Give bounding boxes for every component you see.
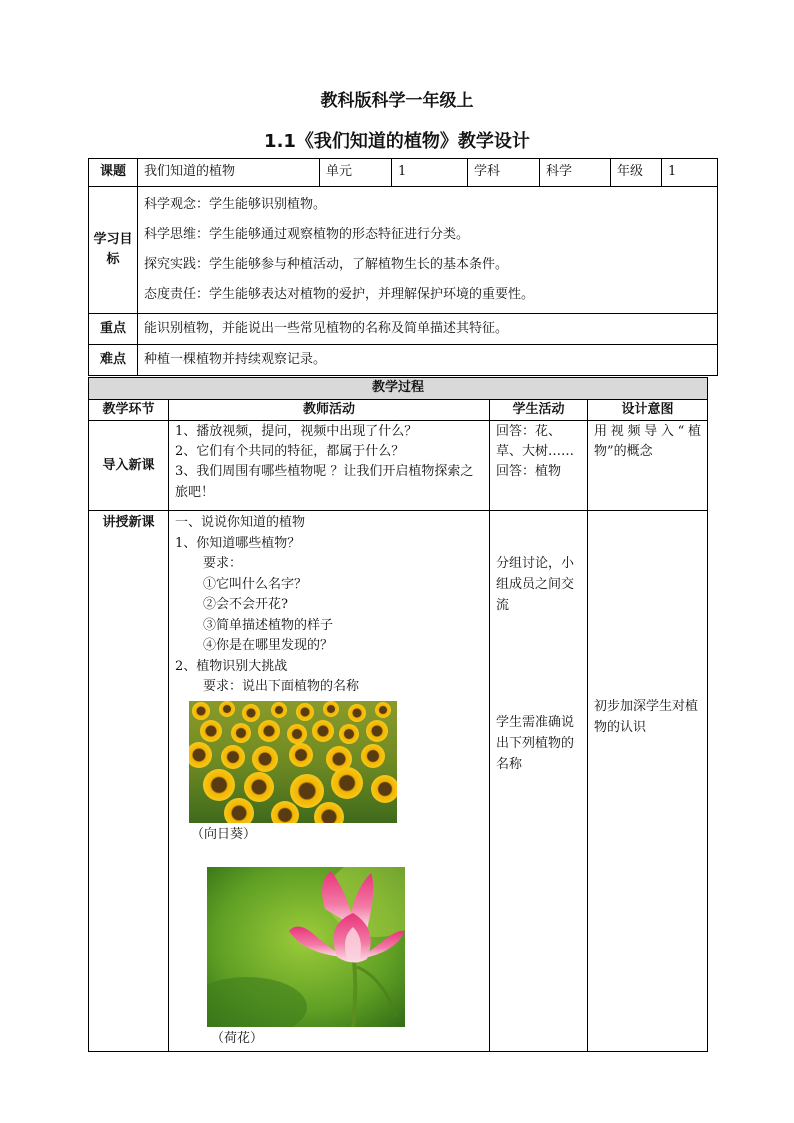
header-teacher: 教师活动: [169, 400, 490, 421]
sunflower-head: [192, 702, 210, 720]
sunflower-illustration: [189, 701, 397, 823]
lesson-line: 一、说说你知道的植物: [175, 515, 306, 531]
intro-teacher-line: 3、我们周围有哪些植物呢 ？让我们开启植物探索之旅吧！: [175, 464, 474, 500]
sunflower-head: [231, 723, 251, 743]
sunflower-head: [366, 720, 388, 742]
grade-label: 年级: [611, 159, 662, 187]
lotus-caption: （荷花）: [211, 1031, 264, 1047]
sunflower-head: [361, 744, 385, 768]
objective-item: 科学观念：学生能够识别植物。: [144, 197, 327, 212]
sunflower-head: [252, 746, 278, 772]
intro-intent: 用视频导入“植物”的概念: [588, 421, 708, 511]
lotus-illustration: [207, 867, 405, 1027]
lesson-line: 要求：说出下面植物的名称: [203, 679, 360, 695]
unit-label: 单元: [320, 159, 392, 187]
lesson-line: ②会不会开花?: [203, 597, 288, 613]
lesson-intent: 初步加深学生对植物的认识: [588, 511, 708, 1052]
key-point-text: 能识别植物，并能说出一些常见植物的名称及简单描述其特征。: [138, 314, 718, 345]
header-intent: 设计意图: [588, 400, 708, 421]
objective-item: 态度责任：学生能够表达对植物的爱护，并理解保护环境的重要性。: [144, 287, 535, 302]
sunflower-head: [287, 724, 307, 744]
sunflower-head: [290, 774, 324, 808]
lesson-line: ④你是在哪里发现的？: [203, 638, 334, 654]
lesson-student-discuss: 分组讨论，小组成员之间交流: [496, 556, 575, 614]
intro-teacher-line: 2、它们有个共同的特征，都属于什么？: [175, 444, 405, 460]
objective-item: 探究实践：学生能够参与种植活动，了解植物生长的基本条件。: [144, 257, 509, 272]
difficulty-label: 难点: [89, 345, 138, 376]
sunflower-caption: （向日葵）: [191, 826, 257, 842]
lesson-line: 2、植物识别大挑战: [175, 658, 288, 674]
difficulty-text: 种植一棵植物并持续观察记录。: [138, 345, 718, 376]
topic-label: 课题: [89, 159, 138, 187]
objectives-label: 学习目标: [89, 187, 138, 314]
sunflower-head: [289, 743, 313, 767]
sunflower-head: [219, 701, 235, 717]
lesson-student: [490, 511, 588, 1052]
sunflower-head: [375, 702, 391, 718]
lesson-student-identify: 学生需准确说出下列植物的名称: [496, 715, 575, 773]
sunflower-head: [296, 703, 314, 721]
lesson-line: 要求：: [203, 556, 243, 572]
lesson-stage: 讲授新课: [89, 511, 169, 1052]
sunflower-head: [271, 702, 287, 718]
key-point-label: 重点: [89, 314, 138, 345]
objective-item: 科学思维：学生能够通过观察植物的形态特征进行分类。: [144, 227, 470, 242]
info-table: [88, 158, 718, 376]
lesson-line: ③简单描述植物的样子: [203, 617, 334, 633]
intro-teacher: [169, 421, 490, 511]
lesson-teacher: [169, 511, 490, 1052]
objectives-list: [138, 187, 718, 314]
intro-stage: 导入新课: [89, 421, 169, 511]
lotus-image: [207, 867, 405, 1027]
sunflower-head: [244, 772, 274, 802]
intro-student: 回答：花、草、大树……回答：植物: [490, 421, 588, 511]
unit-value: 1: [392, 159, 468, 187]
sunflower-head: [200, 720, 222, 742]
document-title: 教科版科学一年级上: [320, 91, 474, 111]
process-section-title: 教学过程: [89, 378, 708, 400]
grade-value: 1: [662, 159, 718, 187]
sunflower-head: [331, 767, 363, 799]
lesson-line: 1、你知道哪些植物？: [175, 535, 301, 551]
header-student: 学生活动: [490, 400, 588, 421]
sunflower-head: [221, 745, 245, 769]
sunflower-head: [339, 724, 359, 744]
intro-teacher-line: 1、播放视频，提问，视频中出现了什么？: [175, 424, 418, 440]
topic-value: 我们知道的植物: [138, 159, 320, 187]
header-stage: 教学环节: [89, 400, 169, 421]
sunflower-head: [323, 701, 339, 717]
sunflower-image: [189, 701, 397, 823]
subject-value: 科学: [540, 159, 611, 187]
process-table: [88, 377, 708, 1052]
sunflower-head: [312, 720, 334, 742]
sunflower-head: [258, 720, 280, 742]
lesson-line: ①它叫什么名字？: [203, 576, 308, 592]
sunflower-head: [203, 769, 235, 801]
subject-label: 学科: [468, 159, 540, 187]
document-subtitle: 1.1《我们知道的植物》教学设计: [264, 131, 530, 152]
sunflower-head: [242, 704, 260, 722]
sunflower-head: [348, 704, 366, 722]
